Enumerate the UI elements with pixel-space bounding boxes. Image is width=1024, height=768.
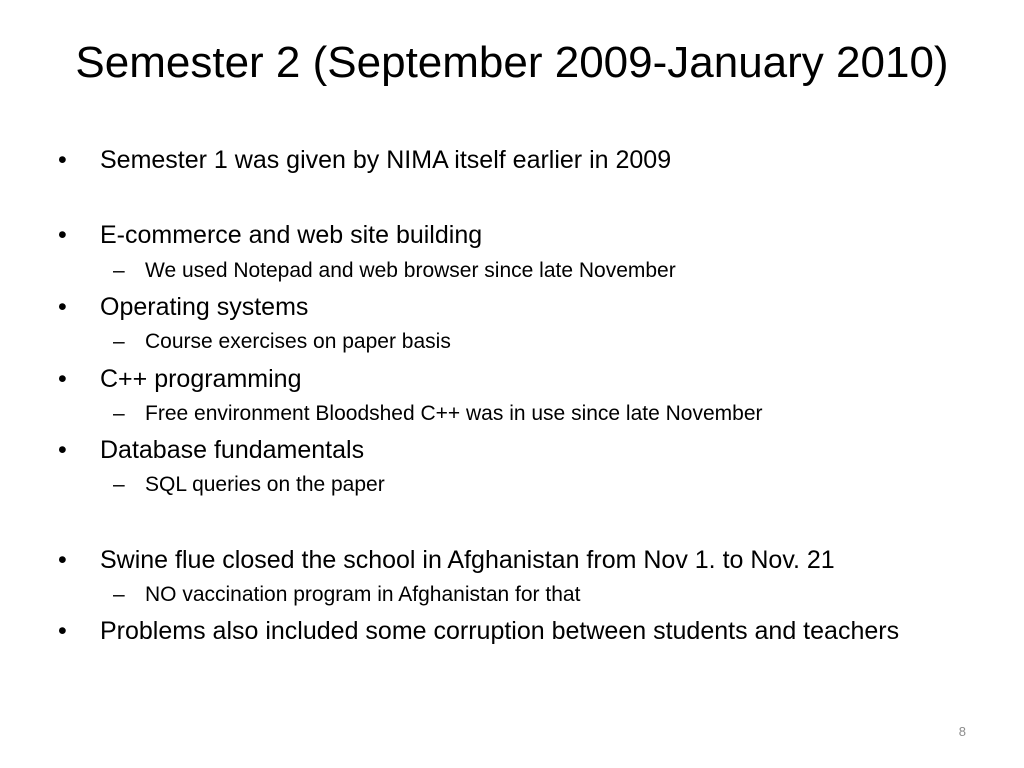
bullet-list: [58, 0, 958, 768]
page-number: 8: [958, 724, 966, 739]
bullet-dot-icon: •: [58, 436, 67, 464]
sub-bullet-text: We used Notepad and web browser since late November: [145, 259, 676, 282]
bullet-text: Semester 1 was given by NIMA itself earlier in 2009: [100, 146, 672, 174]
dash-icon: –: [113, 473, 125, 496]
bullet-dot-icon: •: [58, 293, 67, 321]
sub-bullet-text: Course exercises on paper basis: [145, 330, 451, 353]
bullet-dot-icon: •: [58, 617, 67, 645]
dash-icon: –: [113, 330, 125, 353]
bullet-dot-icon: •: [58, 221, 67, 249]
sub-bullet-text: NO vaccination program in Afghanistan for that: [145, 583, 581, 606]
dash-icon: –: [113, 259, 125, 282]
bullet-dot-icon: •: [58, 365, 67, 393]
bullet-text: Swine flue closed the school in Afghanistan from Nov 1. to Nov. 21: [100, 546, 835, 574]
bullet-dot-icon: •: [58, 146, 67, 174]
bullet-text: Operating systems: [100, 293, 309, 321]
dash-icon: –: [113, 402, 125, 425]
bullet-text: Database fundamentals: [100, 436, 365, 464]
dash-icon: –: [113, 583, 125, 606]
bullet-text: Problems also included some corruption between students and teachers: [100, 617, 900, 645]
sub-bullet-text: SQL queries on the paper: [145, 473, 385, 496]
bullet-dot-icon: •: [58, 546, 67, 574]
slide-title: Semester 2 (September 2009-January 2010): [75, 38, 949, 87]
bullet-text: C++ programming: [100, 365, 302, 393]
sub-bullet-text: Free environment Bloodshed C++ was in use since late November: [145, 402, 763, 425]
bullet-text: E-commerce and web site building: [100, 221, 483, 249]
